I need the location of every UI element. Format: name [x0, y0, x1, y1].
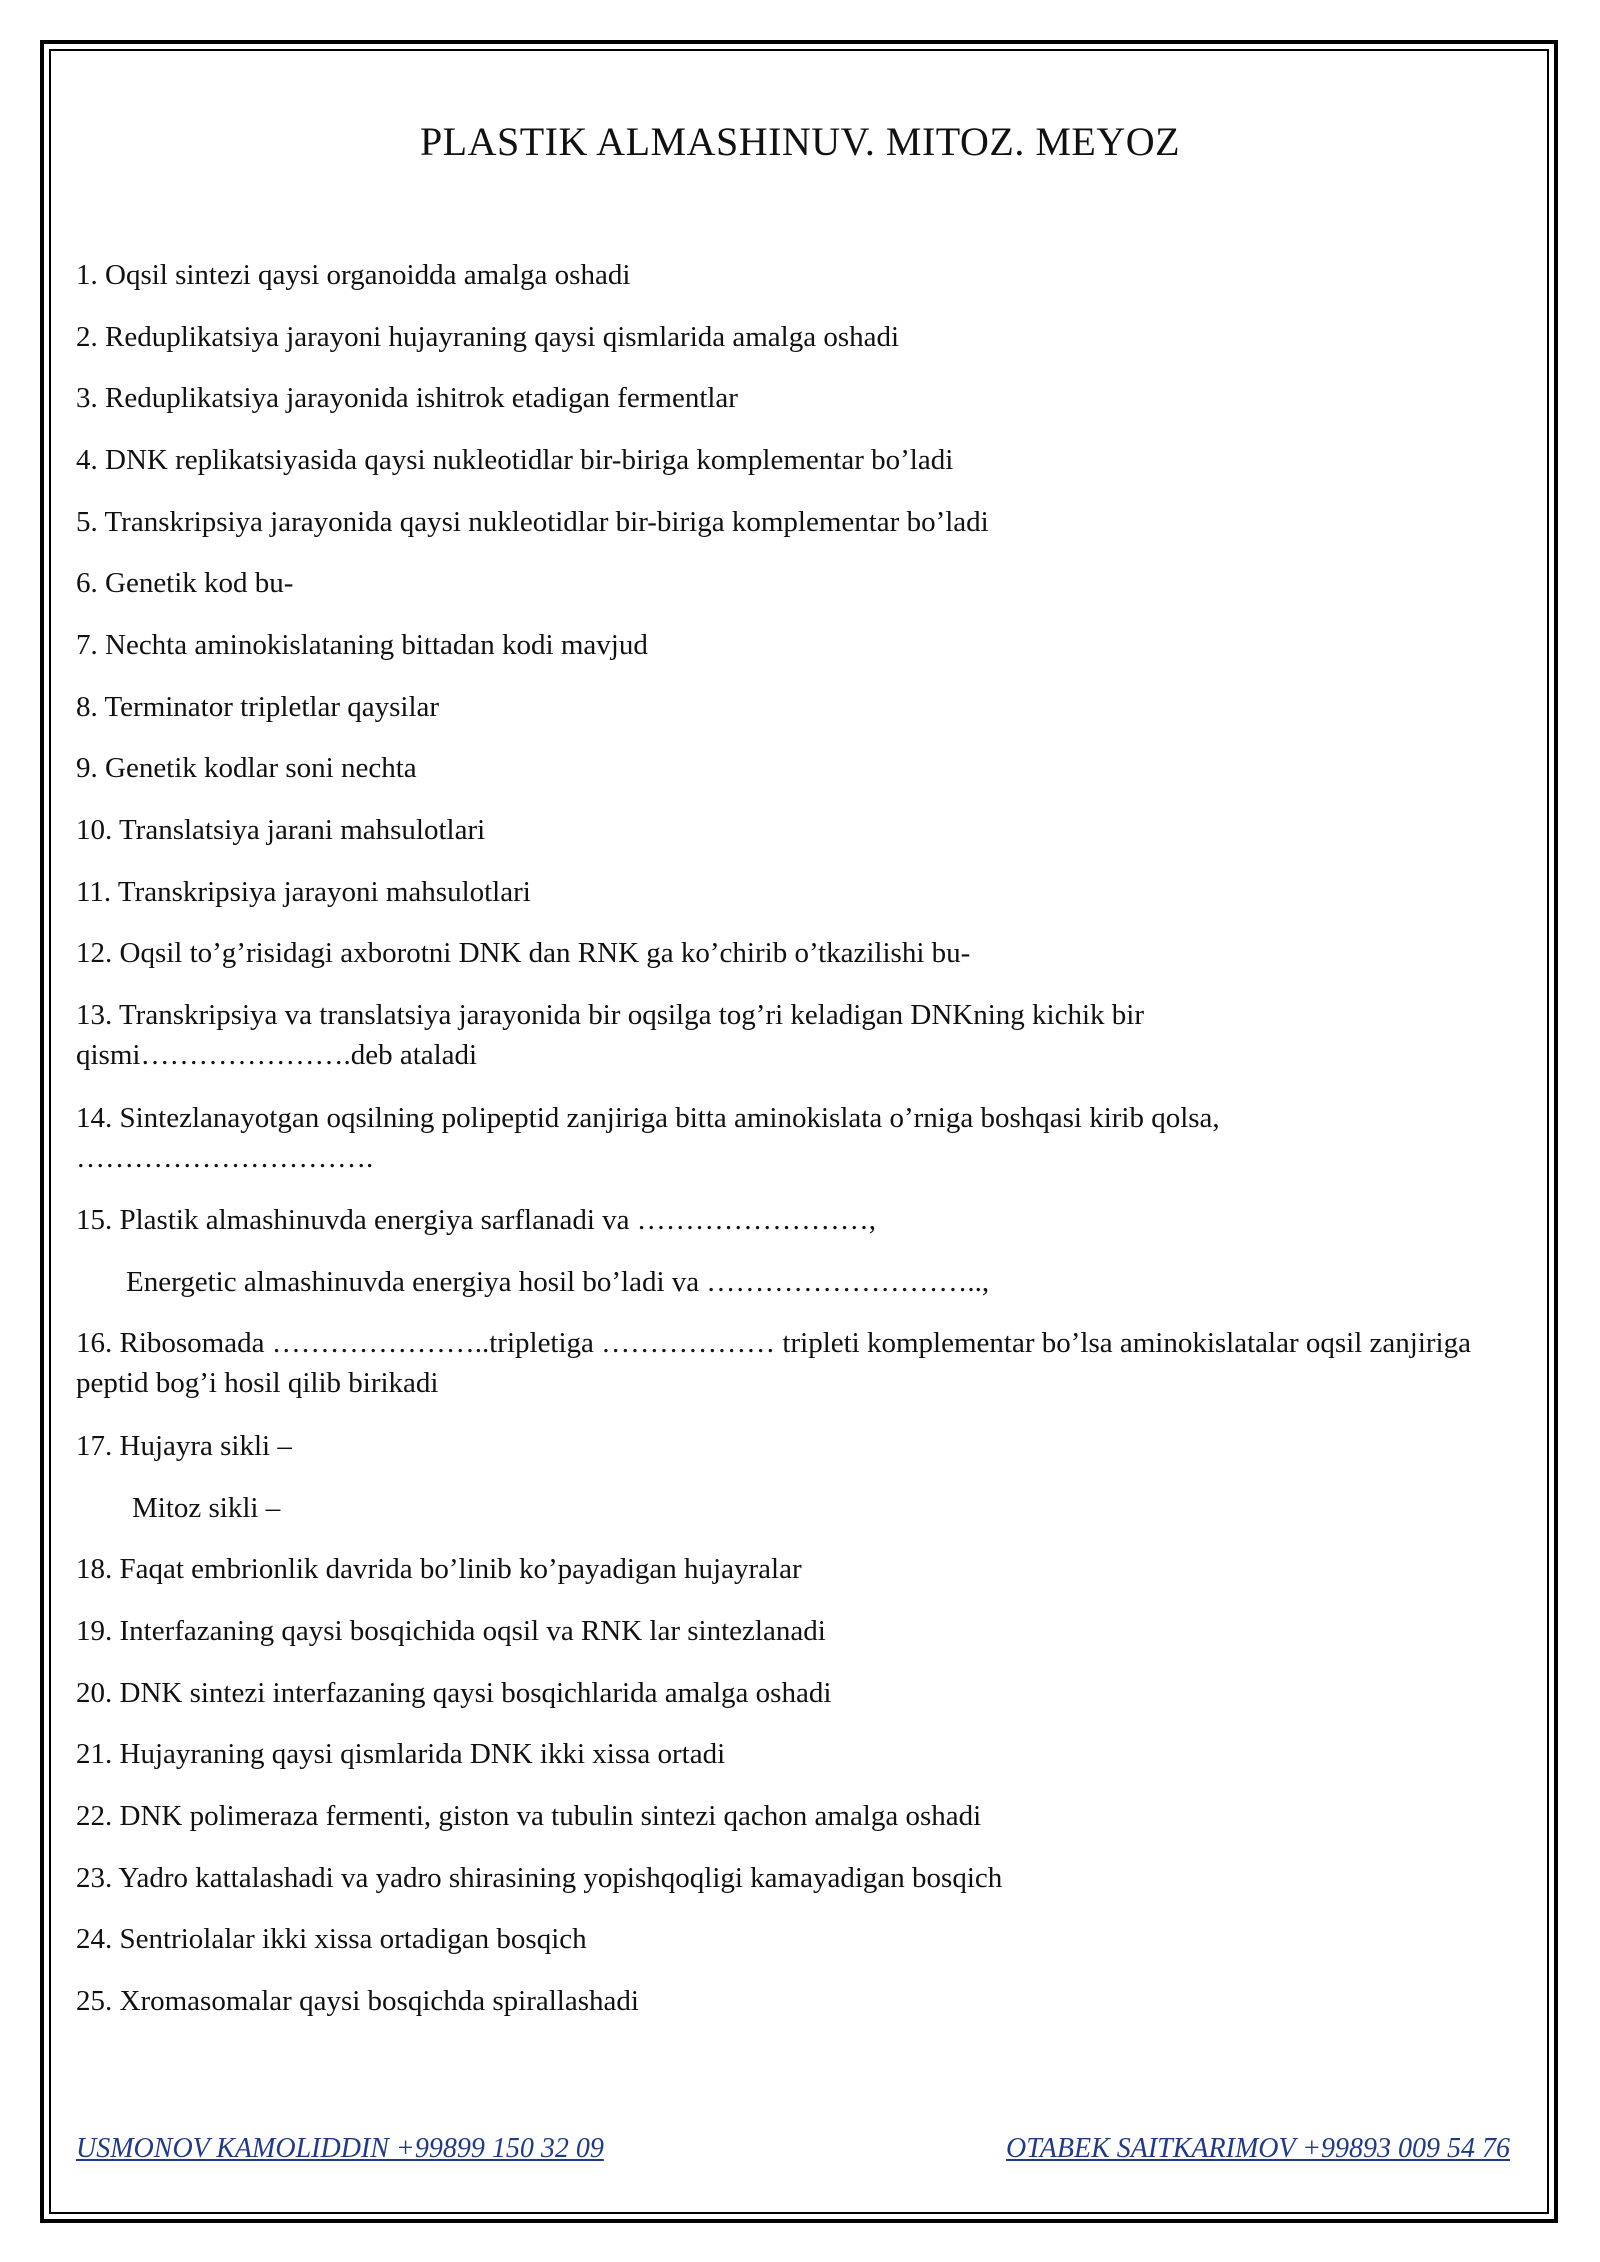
- question-item: 16. Ribosomada …………………..tripletiga ……………… tripleti komplementar bo’lsa aminokislatalar oqsil zanjiriga peptid bog’i hosil qilib birikadi: [76, 1327, 1471, 1399]
- question-item: 19. Interfazaning qaysi bosqichida oqsil va RNK lar sintezlanadi: [76, 1615, 826, 1647]
- question-item: 8. Terminator tripletlar qaysilar: [76, 691, 440, 723]
- question-subitem: Mitoz sikli –: [132, 1492, 281, 1524]
- question-item: 1. Oqsil sintezi qaysi organoidda amalga oshadi: [76, 259, 631, 291]
- author-contact-link-left[interactable]: USMONOV KAMOLIDDIN +99899 150 32 09: [76, 2133, 604, 2164]
- question-item: 12. Oqsil to’g’risidagi axborotni DNK dan RNK ga ko’chirib o’tkazilishi bu-: [76, 937, 971, 969]
- question-item: 2. Reduplikatsiya jarayoni hujayraning qaysi qismlarida amalga oshadi: [76, 321, 900, 353]
- question-item: 13. Transkripsiya va translatsiya jarayonida bir oqsilga tog’ri keladigan DNKning kichik bir qismi………………….deb ataladi: [76, 999, 1144, 1071]
- question-item: 3. Reduplikatsiya jarayonida ishitrok etadigan fermentlar: [76, 382, 738, 414]
- question-item: 15. Plastik almashinuvda energiya sarflanadi va ……………………,: [76, 1204, 877, 1236]
- question-item: 10. Translatsiya jarani mahsulotlari: [76, 814, 486, 846]
- question-item: 6. Genetik kod bu-: [76, 567, 294, 599]
- question-item: 11. Transkripsiya jarayoni mahsulotlari: [76, 876, 531, 908]
- question-item: 22. DNK polimeraza fermenti, giston va tubulin sintezi qachon amalga oshadi: [76, 1800, 982, 1832]
- question-item: 4. DNK replikatsiyasida qaysi nukleotidlar bir-biriga komplementar bo’ladi: [76, 444, 954, 476]
- question-subitem: Energetic almashinuvda energiya hosil bo’ladi va ………………………..,: [126, 1266, 990, 1298]
- page-title: PLASTIK ALMASHINUV. MITOZ. MEYOZ: [419, 119, 1181, 164]
- question-item: 18. Faqat embrionlik davrida bo’linib ko’payadigan hujayralar: [76, 1553, 802, 1585]
- question-item: 7. Nechta aminokislataning bittadan kodi mavjud: [76, 629, 648, 661]
- question-item: 9. Genetik kodlar soni nechta: [76, 752, 417, 784]
- question-item: 20. DNK sintezi interfazaning qaysi bosqichlarida amalga oshadi: [76, 1677, 832, 1709]
- question-item: 14. Sintezlanayotgan oqsilning polipeptid zanjiriga bitta aminokislata o’rniga boshqasi kirib qolsa, ………………………….: [76, 1102, 1220, 1174]
- question-item: 21. Hujayraning qaysi qismlarida DNK ikki xissa ortadi: [76, 1738, 726, 1770]
- author-contact-link-right[interactable]: OTABEK SAITKARIMOV +99893 009 54 76: [1006, 2133, 1510, 2164]
- question-item: 17. Hujayra sikli –: [76, 1430, 292, 1462]
- question-item: 23. Yadro kattalashadi va yadro shirasining yopishqoqligi kamayadigan bosqich: [76, 1862, 1003, 1894]
- question-item: 25. Xromasomalar qaysi bosqichda spirallashadi: [76, 1985, 639, 2017]
- question-item: 5. Transkripsiya jarayonida qaysi nukleotidlar bir-biriga komplementar bo’ladi: [76, 506, 989, 538]
- question-item: 24. Sentriolalar ikki xissa ortadigan bosqich: [76, 1923, 587, 1955]
